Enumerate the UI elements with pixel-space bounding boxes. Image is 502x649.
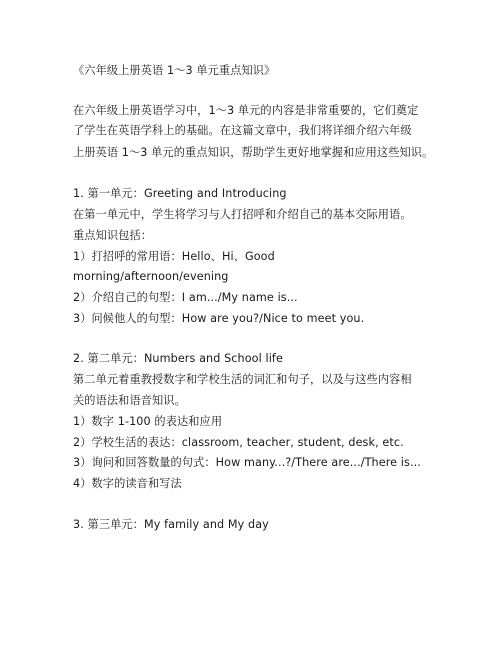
unit2-description-line-2: 关的语法和语音知识。	[73, 394, 186, 407]
unit1-item: morning/afternoon/evening	[73, 270, 229, 283]
unit1-description: 在第一单元中，学生将学习与人打招呼和介绍自己的基本交际用语。	[73, 208, 412, 221]
unit2-heading: 2. 第二单元：Numbers and School life	[73, 352, 283, 365]
intro-line-2: 了学生在英语学科上的基础。在这篇文章中，我们将详细介绍六年级	[73, 124, 412, 137]
unit1-item: 3）问候他人的句型：How are you?/Nice to meet you.	[73, 312, 365, 325]
unit2-description-line-1: 第二单元着重教授数字和学校生活的词汇和句子，以及与这些内容相	[73, 373, 412, 386]
unit2-item: 3）询问和回答数量的句式：How many...?/There are.../There is...	[73, 456, 421, 469]
unit2-item: 2）学校生活的表达：classroom, teacher, student, desk, etc.	[73, 436, 404, 449]
unit1-points-label: 重点知识包括：	[73, 229, 153, 242]
unit2-item: 4）数字的读音和写法	[73, 477, 182, 490]
document-title: 《六年级上册英语 1～3 单元重点知识》	[73, 64, 276, 77]
unit3-heading: 3. 第三单元：My family and My day	[73, 518, 269, 531]
unit1-item: 1）打招呼的常用语：Hello、Hi、Good	[73, 250, 275, 263]
intro-line-3: 上册英语 1～3 单元的重点知识，帮助学生更好地掌握和应用这些知识。	[73, 146, 434, 159]
intro-line-1: 在六年级上册英语学习中，1～3 单元的内容是非常重要的，它们奠定	[73, 104, 419, 117]
unit1-heading: 1. 第一单元：Greeting and Introducing	[73, 187, 287, 200]
unit2-item: 1）数字 1-100 的表达和应用	[73, 415, 223, 428]
unit1-item: 2）介绍自己的句型：I am.../My name is...	[73, 291, 298, 304]
